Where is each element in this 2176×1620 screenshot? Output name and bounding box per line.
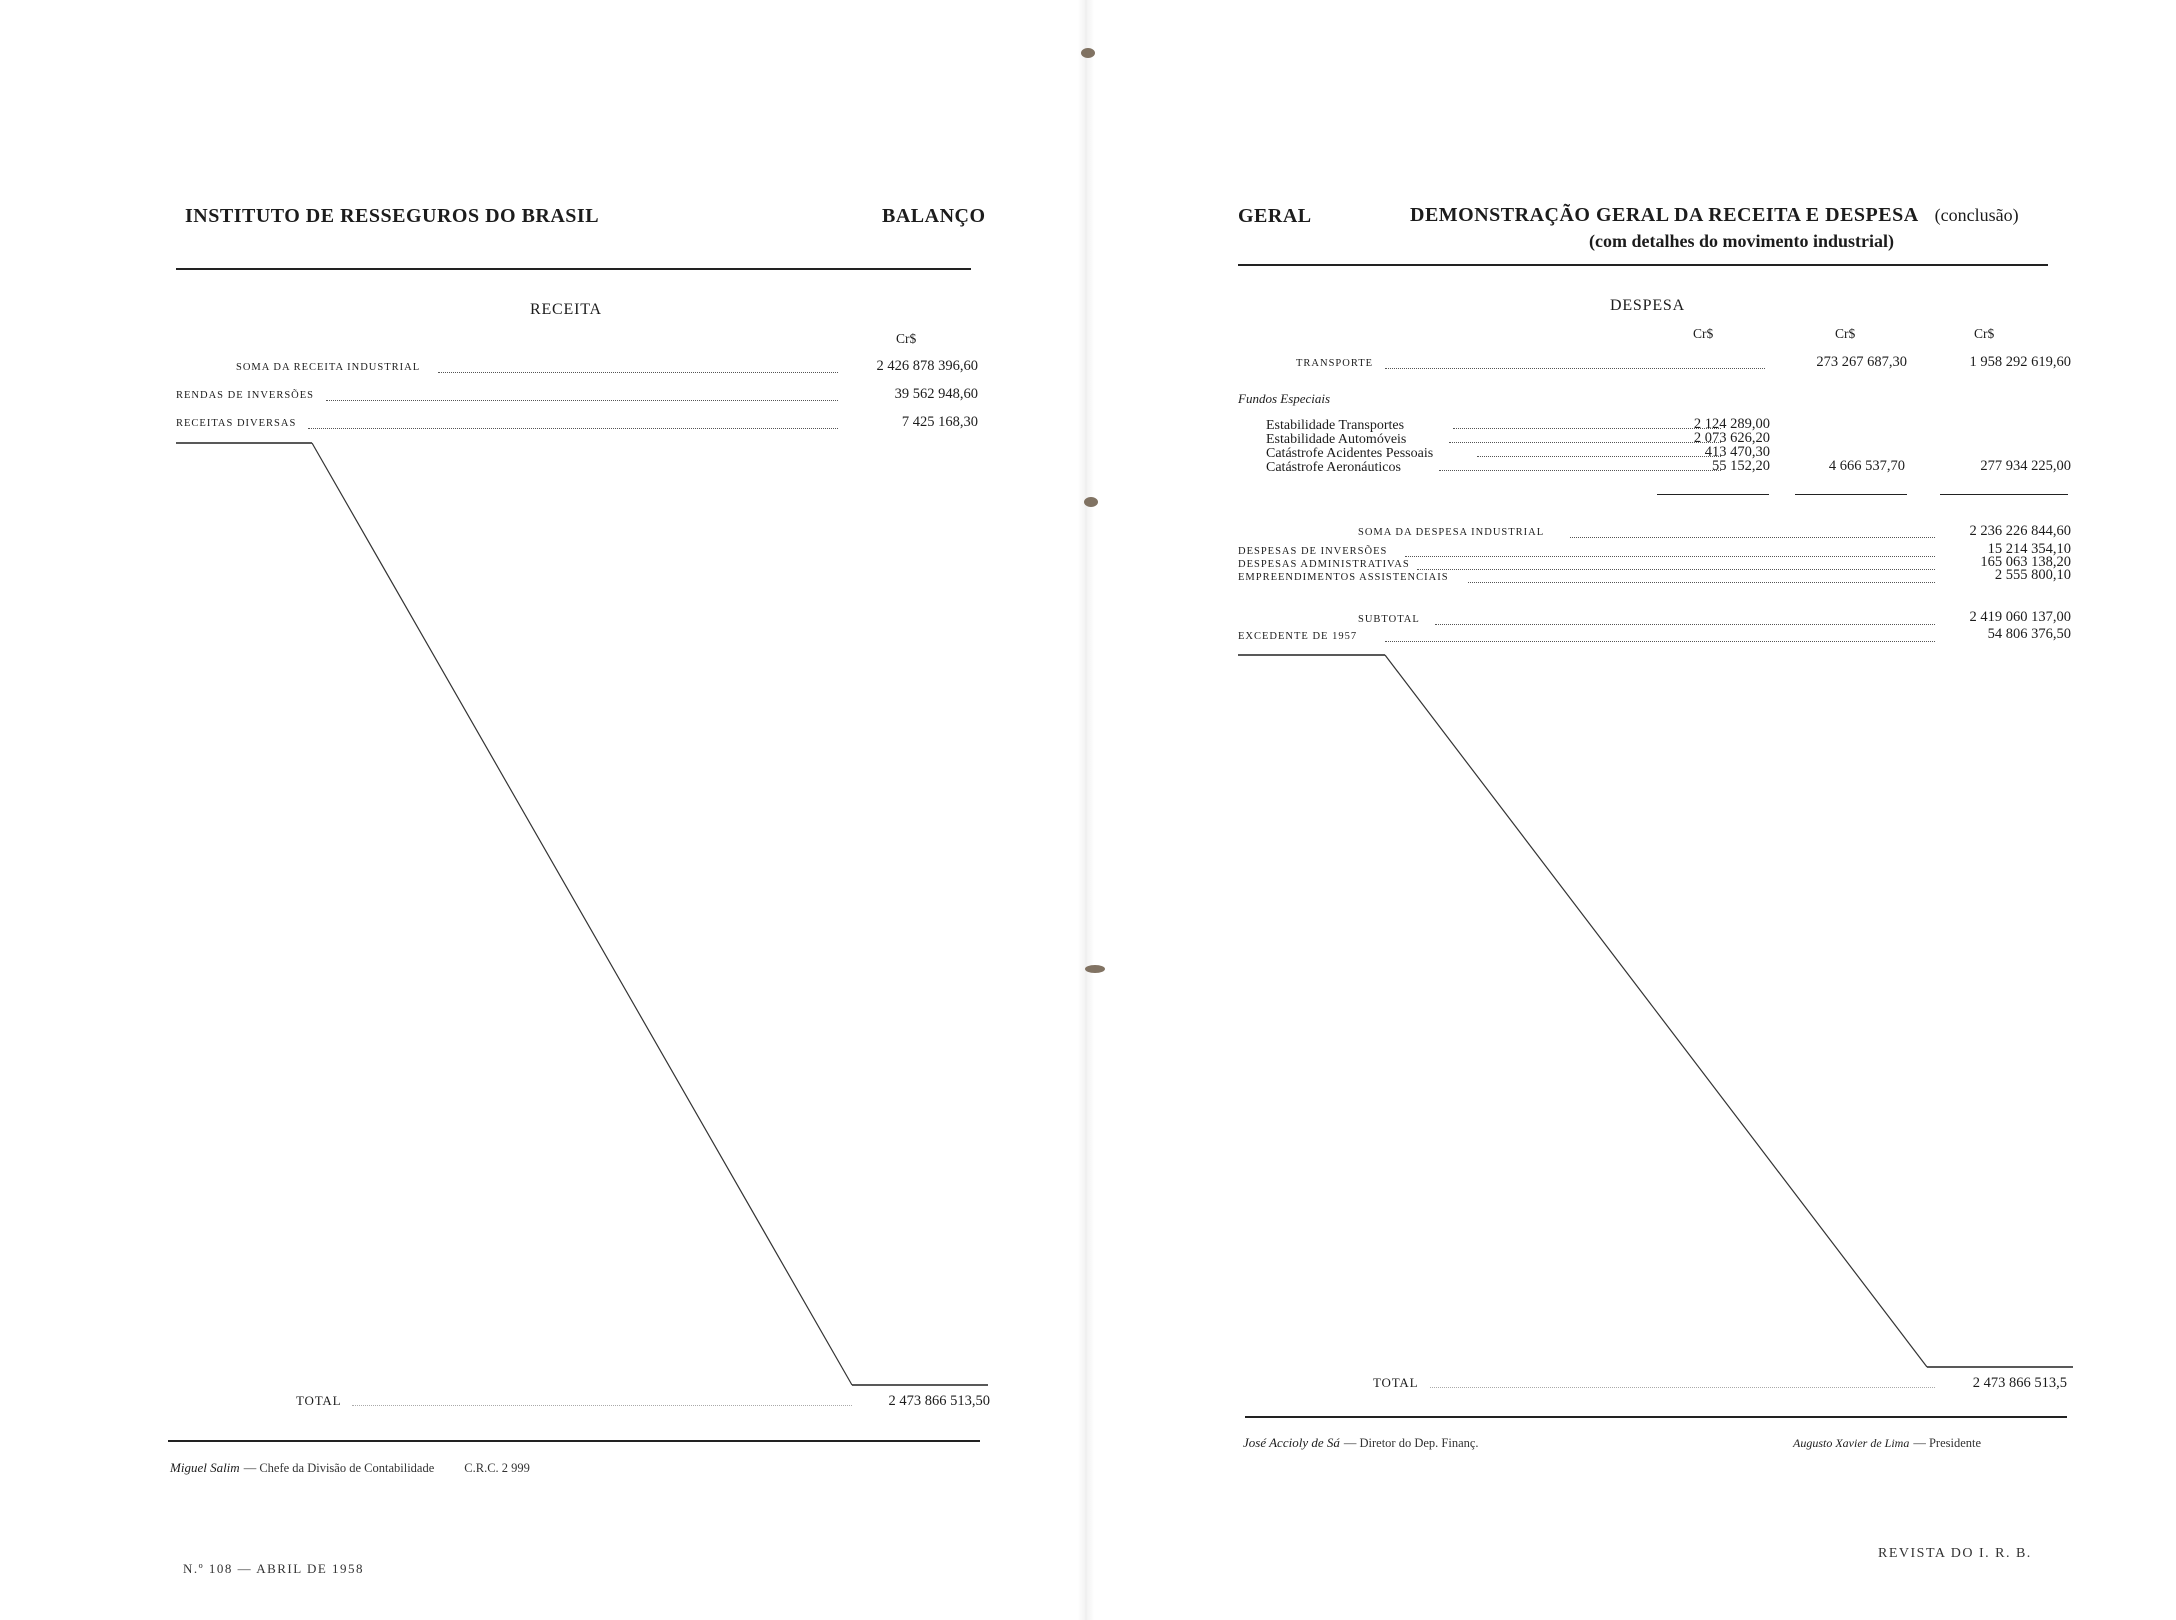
dot-leader bbox=[352, 1405, 852, 1406]
soma-despesa-value: 2 236 226 844,60 bbox=[1969, 523, 2071, 539]
footer-issue: N.º 108 — ABRIL DE 1958 bbox=[183, 1561, 365, 1576]
excedente-label: EXCEDENTE DE 1957 bbox=[1238, 631, 1358, 642]
fundos-col3: 277 934 225,00 bbox=[1980, 458, 2071, 474]
receita-row-label: SOMA DA RECEITA INDUSTRIAL bbox=[236, 362, 421, 373]
fundo-value: 2 124 289,00 bbox=[1693, 416, 1770, 432]
signature bbox=[170, 1459, 530, 1477]
fundos-title: Fundos Especiais bbox=[1238, 391, 1331, 406]
right-page bbox=[1085, 0, 2176, 1620]
fundo-value: 55 152,20 bbox=[1712, 458, 1770, 474]
currency-col2: Cr$ bbox=[1835, 326, 1856, 341]
statement-subtitle: (com detalhes do movimento industrial) bbox=[1589, 231, 1894, 251]
signature-right bbox=[1793, 1434, 1981, 1452]
left-page bbox=[0, 0, 1085, 1620]
currency-label: Cr$ bbox=[896, 331, 917, 346]
cancellation-line bbox=[0, 0, 1085, 1620]
signature-left bbox=[1243, 1434, 1479, 1452]
fundo-value: 413 470,30 bbox=[1704, 444, 1770, 460]
despesa-row-label: DESPESAS ADMINISTRATIVAS bbox=[1238, 559, 1410, 570]
subtotal-label: SUBTOTAL bbox=[1358, 614, 1420, 625]
signature-rule bbox=[168, 1440, 980, 1442]
fundo-label: Catástrofe Acidentes Pessoais bbox=[1266, 446, 1434, 461]
signatory-role: — Diretor do Dep. Finanç. bbox=[1343, 1436, 1479, 1450]
signatory-name: José Accioly de Sá bbox=[1243, 1435, 1340, 1450]
receita-heading: RECEITA bbox=[530, 301, 602, 318]
excedente-value: 54 806 376,50 bbox=[1987, 626, 2071, 642]
currency-col3: Cr$ bbox=[1974, 326, 1995, 341]
soma-despesa-label: SOMA DA DESPESA INDUSTRIAL bbox=[1358, 527, 1545, 538]
despesa-row-value: 2 555 800,10 bbox=[1994, 567, 2071, 583]
total-label: TOTAL bbox=[296, 1393, 342, 1408]
total-value: 2 473 866 513,50 bbox=[888, 1393, 990, 1409]
transporte-col3: 1 958 292 619,60 bbox=[1969, 354, 2071, 370]
receita-row-value: 2 426 878 396,60 bbox=[876, 358, 978, 374]
fundo-value: 2 073 626,20 bbox=[1693, 430, 1770, 446]
statement-title: DEMONSTRAÇÃO GERAL DA RECEITA E DESPESA (conclusão) bbox=[1410, 204, 2019, 226]
total-label: TOTAL bbox=[1373, 1375, 1419, 1390]
signatory-name: Miguel Salim bbox=[170, 1460, 240, 1475]
receita-row-value: 7 425 168,30 bbox=[901, 414, 978, 430]
transporte-col2: 273 267 687,30 bbox=[1816, 354, 1907, 370]
despesa-row-value: 165 063 138,20 bbox=[1980, 554, 2071, 570]
balance-heading: BALANÇO bbox=[882, 205, 986, 227]
signature-rule bbox=[1245, 1416, 2067, 1418]
signatory-role: — Chefe da Divisão de Contabilidade bbox=[243, 1461, 435, 1475]
subtotal-value: 2 419 060 137,00 bbox=[1969, 609, 2071, 625]
total-value: 2 473 866 513,5 bbox=[1972, 1375, 2067, 1391]
fundo-label: Estabilidade Automóveis bbox=[1266, 432, 1407, 447]
despesa-row-value: 15 214 354,10 bbox=[1987, 541, 2071, 557]
despesa-row-label: DESPESAS DE INVERSÕES bbox=[1238, 546, 1388, 557]
fundos-total: 4 666 537,70 bbox=[1828, 458, 1905, 474]
fundo-label: Estabilidade Transportes bbox=[1266, 418, 1405, 433]
currency-col1: Cr$ bbox=[1693, 326, 1714, 341]
geral-heading: GERAL bbox=[1238, 205, 1312, 227]
receita-row-label: RECEITAS DIVERSAS bbox=[176, 418, 297, 429]
despesa-heading: DESPESA bbox=[1610, 297, 1685, 314]
fundo-label: Catástrofe Aeronáuticos bbox=[1266, 460, 1401, 475]
signatory-role: — Presidente bbox=[1913, 1436, 1982, 1450]
footer-journal: REVISTA DO I. R. B. bbox=[1878, 1546, 2032, 1561]
despesa-row-label: EMPREENDIMENTOS ASSISTENCIAIS bbox=[1238, 572, 1449, 583]
receita-row-value: 39 562 948,60 bbox=[894, 386, 978, 402]
crc-number: C.R.C. 2 999 bbox=[464, 1461, 530, 1475]
institution-title: INSTITUTO DE RESSEGUROS DO BRASIL bbox=[185, 205, 600, 227]
transporte-label: TRANSPORTE bbox=[1296, 358, 1374, 369]
signatory-name: Augusto Xavier de Lima bbox=[1793, 1436, 1910, 1450]
receita-row-label: RENDAS DE INVERSÕES bbox=[176, 390, 315, 401]
dot-leader bbox=[1430, 1387, 1935, 1388]
